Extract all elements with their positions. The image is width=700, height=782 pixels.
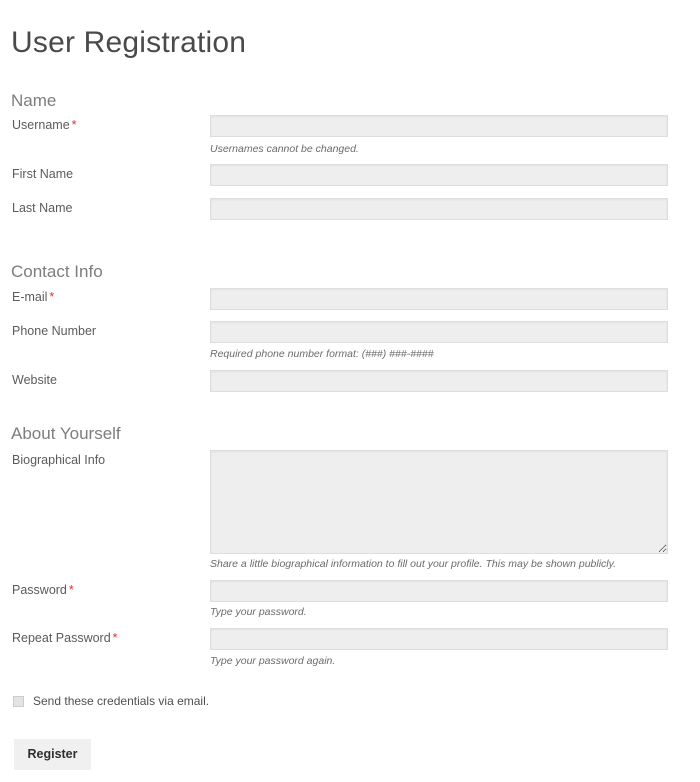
bio-textarea[interactable]	[210, 450, 668, 554]
send-credentials-label: Send these credentials via email.	[33, 694, 210, 708]
repeat-password-help-text: Type your password again.	[210, 655, 336, 667]
last-name-label	[12, 200, 72, 216]
last-name-label-text: Last Name	[12, 201, 73, 215]
bio-help-text: Share a little biographical information to fill out your profile. This may be shown publicly.	[210, 558, 617, 570]
phone-label-text: Phone Number	[12, 324, 97, 338]
section-heading-name: Name	[11, 91, 57, 111]
send-credentials-checkbox[interactable]	[13, 696, 24, 707]
repeat-password-required-asterisk: *	[112, 631, 118, 645]
username-help-text: Usernames cannot be changed.	[210, 143, 359, 155]
first-name-label	[12, 166, 73, 182]
email-label-text: E-mail	[12, 290, 48, 304]
username-required-asterisk: *	[71, 118, 77, 132]
repeat-password-label	[12, 630, 118, 646]
last-name-input[interactable]	[210, 198, 668, 220]
email-required-asterisk: *	[49, 290, 55, 304]
password-input[interactable]	[210, 580, 668, 602]
section-heading-contact-info: Contact Info	[11, 262, 103, 282]
website-label-text: Website	[12, 373, 57, 387]
website-label	[12, 372, 57, 388]
password-required-asterisk: *	[68, 583, 74, 597]
repeat-password-label-text: Repeat Password	[12, 631, 111, 645]
phone-help-text: Required phone number format: (###) ###-####	[210, 348, 434, 360]
section-heading-about-yourself: About Yourself	[11, 424, 121, 444]
email-input[interactable]	[210, 288, 668, 310]
website-input[interactable]	[210, 370, 668, 392]
username-label	[12, 117, 77, 133]
phone-input[interactable]	[210, 321, 668, 343]
send-credentials-row[interactable]	[13, 694, 209, 708]
password-label	[12, 582, 74, 598]
username-input[interactable]	[210, 115, 668, 137]
register-button[interactable]: Register	[14, 739, 91, 770]
first-name-input[interactable]	[210, 164, 668, 186]
first-name-label-text: First Name	[12, 167, 74, 181]
bio-label	[12, 452, 105, 468]
bio-label-text: Biographical Info	[12, 453, 106, 467]
username-label-text: Username	[12, 118, 70, 132]
email-label	[12, 289, 54, 305]
phone-label	[12, 323, 96, 339]
password-label-text: Password	[12, 583, 67, 597]
repeat-password-input[interactable]	[210, 628, 668, 650]
password-help-text: Type your password.	[210, 606, 307, 618]
page-title: User Registration	[11, 26, 247, 60]
